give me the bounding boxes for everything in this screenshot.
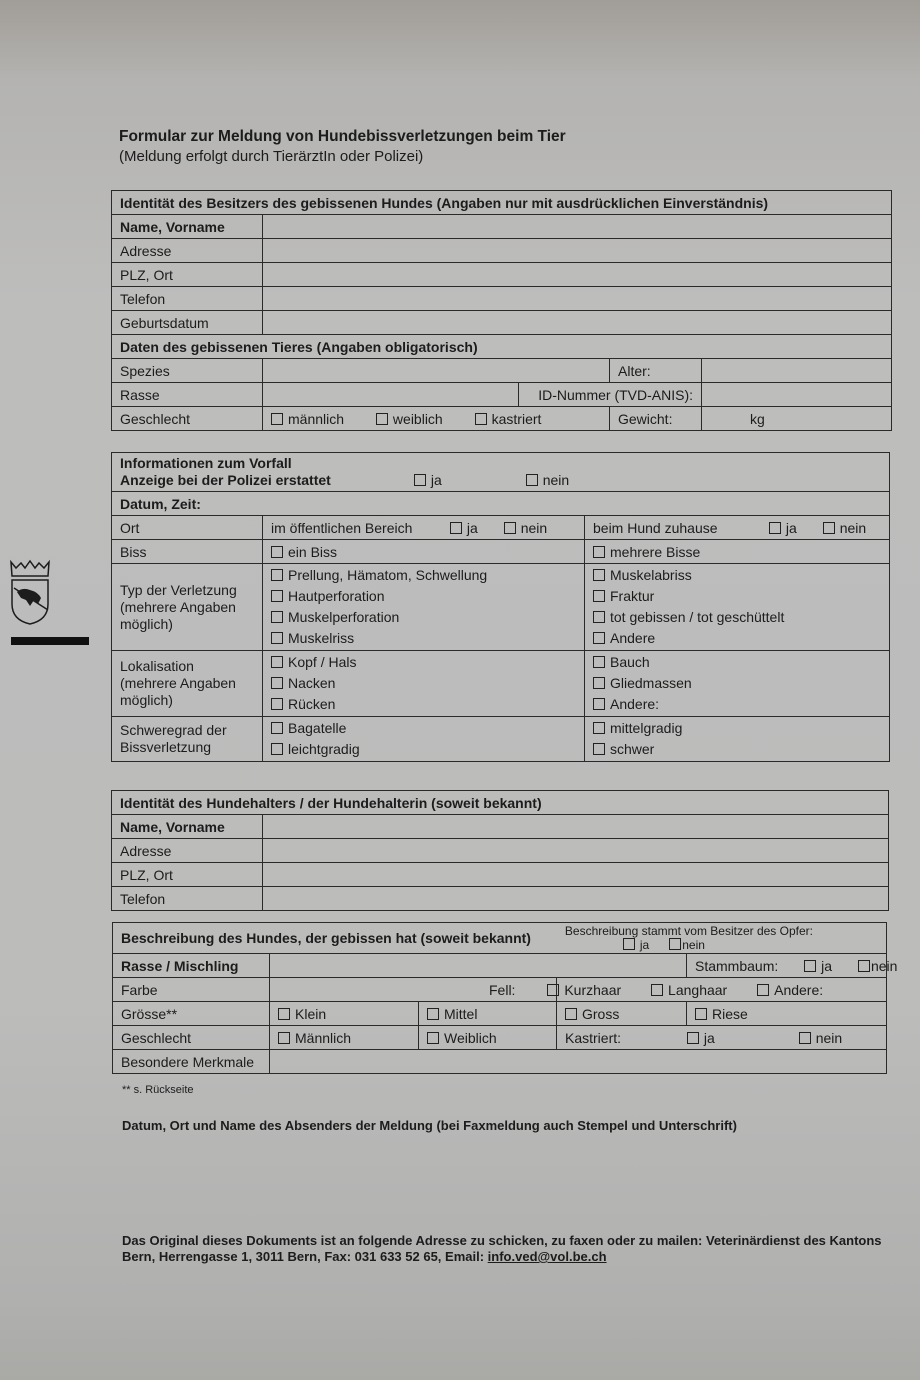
footer-address [122, 1233, 902, 1265]
table-row [112, 516, 890, 540]
table-row [113, 1050, 887, 1074]
field-label: Grösse** [113, 1002, 270, 1026]
table-row [112, 263, 892, 287]
checkbox-ruecken[interactable]: Rücken [271, 694, 576, 715]
field-label: Gewicht: [610, 407, 702, 431]
checkbox-muskelabriss[interactable]: Muskelabriss [593, 565, 881, 586]
animal-section-heading: Daten des gebissenen Tieres (Angaben obligatorisch) [112, 335, 892, 359]
special-features-field[interactable] [270, 1050, 887, 1074]
field-label: Lokalisation (mehrere Angaben möglich) [112, 651, 263, 717]
footnote: ** s. Rückseite [122, 1084, 194, 1096]
dog-section-heading: Beschreibung des Hundes, der gebissen hat (soweit bekannt) [121, 930, 531, 946]
incident-table [111, 452, 890, 762]
checkbox-ein-biss[interactable]: ein Biss [271, 544, 337, 560]
field-label: Alter: [610, 359, 702, 383]
keeper-plz-field[interactable] [263, 863, 889, 887]
id-number-field[interactable] [702, 383, 892, 407]
checkbox-gliedmassen[interactable]: Gliedmassen [593, 673, 881, 694]
checkbox-nacken[interactable]: Nacken [271, 673, 576, 694]
checkbox-hautperforation[interactable]: Hautperforation [271, 586, 576, 607]
table-row [112, 887, 889, 911]
bern-coat-of-arms-icon [8, 560, 52, 626]
checkbox-pedigree-ja[interactable]: ja [804, 958, 832, 974]
checkbox-mehrere-bisse[interactable]: mehrere Bisse [593, 544, 700, 560]
field-label: Spezies [112, 359, 263, 383]
fur-label: Fell: [489, 981, 516, 998]
field-label: Besondere Merkmale [113, 1050, 270, 1074]
field-label: ID-Nummer (TVD-ANIS): [519, 383, 702, 407]
date-time-field[interactable]: Datum, Zeit: [112, 492, 890, 516]
checkbox-kopf-hals[interactable]: Kopf / Hals [271, 652, 576, 673]
checkbox-fraktur[interactable]: Fraktur [593, 586, 881, 607]
field-label: Biss [112, 540, 263, 564]
field-label: Telefon [112, 287, 263, 311]
field-label: Adresse [112, 839, 263, 863]
table-row [112, 651, 890, 717]
checkbox-maennlich[interactable]: männlich [271, 411, 344, 427]
field-label: Geburtsdatum [112, 311, 263, 335]
owner-phone-field[interactable] [263, 287, 892, 311]
checkbox-public-ja[interactable]: ja [450, 520, 478, 536]
table-row [112, 815, 889, 839]
owner-address-field[interactable] [263, 239, 892, 263]
checkbox-source-nein[interactable]: nein [669, 938, 705, 952]
checkbox-home-ja[interactable]: ja [769, 520, 797, 536]
table-row [112, 287, 892, 311]
field-label: Schweregrad der Bissverletzung [112, 717, 263, 762]
field-label: Telefon [112, 887, 263, 911]
checkbox-source-ja[interactable]: ja [623, 938, 649, 952]
checkbox-weiblich[interactable]: weiblich [376, 411, 443, 427]
checkbox-prellung[interactable]: Prellung, Hämatom, Schwellung [271, 565, 576, 586]
table-row [113, 954, 887, 978]
owner-birthdate-field[interactable] [263, 311, 892, 335]
dog-breed-field[interactable] [270, 954, 687, 978]
weight-field[interactable] [702, 407, 892, 431]
checkbox-gross[interactable]: Gross [565, 1006, 619, 1022]
field-label: PLZ, Ort [112, 263, 263, 287]
checkbox-tot-gebissen[interactable]: tot gebissen / tot geschüttelt [593, 607, 881, 628]
pedigree-label: Stammbaum: [695, 957, 779, 974]
checkbox-muskelperforation[interactable]: Muskelperforation [271, 607, 576, 628]
table-row [112, 863, 889, 887]
owner-name-field[interactable] [263, 215, 892, 239]
checkbox-dog-weiblich[interactable]: Weiblich [427, 1030, 497, 1046]
keeper-name-field[interactable] [263, 815, 889, 839]
logo-bar [11, 637, 89, 645]
table-row [112, 407, 892, 431]
field-label: Name, Vorname [112, 215, 263, 239]
checkbox-pedigree-nein[interactable]: nein [858, 958, 897, 974]
table-row [113, 978, 887, 1002]
checkbox-typ-andere[interactable]: Andere [593, 628, 881, 649]
table-row [112, 717, 890, 762]
checkbox-fell-andere[interactable]: Andere: [757, 982, 823, 998]
public-area-label: im öffentlichen Bereich [271, 519, 413, 536]
form-subtitle: (Meldung erfolgt durch TierärztIn oder Polizei) [119, 148, 424, 165]
table-row [112, 239, 892, 263]
dog-description-table [112, 922, 898, 1074]
table-row [113, 1026, 887, 1050]
checkbox-bagatelle[interactable]: Bagatelle [271, 718, 576, 739]
checkbox-lok-andere[interactable]: Andere: [593, 694, 881, 715]
checkbox-police-nein[interactable]: nein [526, 472, 569, 489]
keeper-table [111, 790, 889, 911]
table-row [112, 383, 892, 407]
checkbox-leichtgradig[interactable]: leichtgradig [271, 739, 576, 760]
checkbox-bauch[interactable]: Bauch [593, 652, 881, 673]
table-row [112, 215, 892, 239]
table-row [112, 311, 892, 335]
checkbox-muskelriss[interactable]: Muskelriss [271, 628, 576, 649]
field-label: Farbe [113, 978, 270, 1002]
owner-section-heading: Identität des Besitzers des gebissenen Hundes (Angaben nur mit ausdrücklichen Einverständnis) [112, 191, 892, 215]
police-report-label: Anzeige bei der Polizei erstattet [120, 472, 331, 488]
sender-note: Datum, Ort und Name des Absenders der Meldung (bei Faxmeldung auch Stempel und Unterschrift) [122, 1118, 737, 1133]
table-row [112, 540, 890, 564]
keeper-address-field[interactable] [263, 839, 889, 863]
form-title: Formular zur Meldung von Hundebissverletzungen beim Tier [119, 128, 566, 145]
checkbox-kastriert[interactable]: kastriert [475, 411, 542, 427]
field-label: Adresse [112, 239, 263, 263]
keeper-phone-field[interactable] [263, 887, 889, 911]
table-row [112, 839, 889, 863]
field-label: Geschlecht [113, 1026, 270, 1050]
weight-unit: kg [750, 410, 765, 427]
field-label: PLZ, Ort [112, 863, 263, 887]
owner-plz-field[interactable] [263, 263, 892, 287]
table-row [112, 564, 890, 651]
checkbox-neutered-nein[interactable]: nein [799, 1030, 842, 1046]
checkbox-langhaar[interactable]: Langhaar [651, 982, 727, 998]
checkbox-riese[interactable]: Riese [695, 1006, 748, 1022]
field-label: Name, Vorname [112, 815, 263, 839]
checkbox-police-ja[interactable]: ja [414, 472, 442, 489]
incident-section-heading: Informationen zum Vorfall [120, 455, 292, 471]
footer-text: Das Original dieses Dokuments ist an folgende Adresse zu schicken, zu faxen oder zu mailen: Veterinärdienst des Kantons Bern, Herrengasse 1, 3011 Bern, Fax: 031 633 52 65, Email: [122, 1233, 882, 1264]
checkbox-schwer[interactable]: schwer [593, 739, 881, 760]
keeper-section-heading: Identität des Hundehalters / der Hundehalterin (soweit bekannt) [112, 791, 889, 815]
checkbox-klein[interactable]: Klein [278, 1006, 326, 1022]
checkbox-neutered-ja[interactable]: ja [687, 1030, 715, 1046]
field-label: Ort [112, 516, 263, 540]
checkbox-kurzhaar[interactable]: Kurzhaar [547, 982, 621, 998]
age-field[interactable] [702, 359, 892, 383]
table-row [113, 1002, 887, 1026]
email-link[interactable]: info.ved@vol.be.ch [487, 1249, 607, 1264]
checkbox-home-nein[interactable]: nein [823, 520, 866, 536]
field-label: Rasse / Mischling [113, 954, 270, 978]
breed-field[interactable] [263, 383, 519, 407]
neutered-label: Kastriert: [565, 1029, 622, 1046]
field-label: Geschlecht [112, 407, 263, 431]
source-label: Beschreibung stammt vom Besitzer des Opfer: [564, 923, 813, 938]
checkbox-mittelgradig[interactable]: mittelgradig [593, 718, 881, 739]
checkbox-public-nein[interactable]: nein [504, 520, 547, 536]
species-field[interactable] [263, 359, 610, 383]
table-row [112, 359, 892, 383]
owner-animal-table [111, 190, 892, 431]
field-label: Rasse [112, 383, 263, 407]
home-label: beim Hund zuhause [593, 519, 718, 536]
checkbox-mittel[interactable]: Mittel [427, 1006, 477, 1022]
field-label: Typ der Verletzung (mehrere Angaben möglich) [112, 564, 263, 651]
checkbox-dog-maennlich[interactable]: Männlich [278, 1030, 351, 1046]
